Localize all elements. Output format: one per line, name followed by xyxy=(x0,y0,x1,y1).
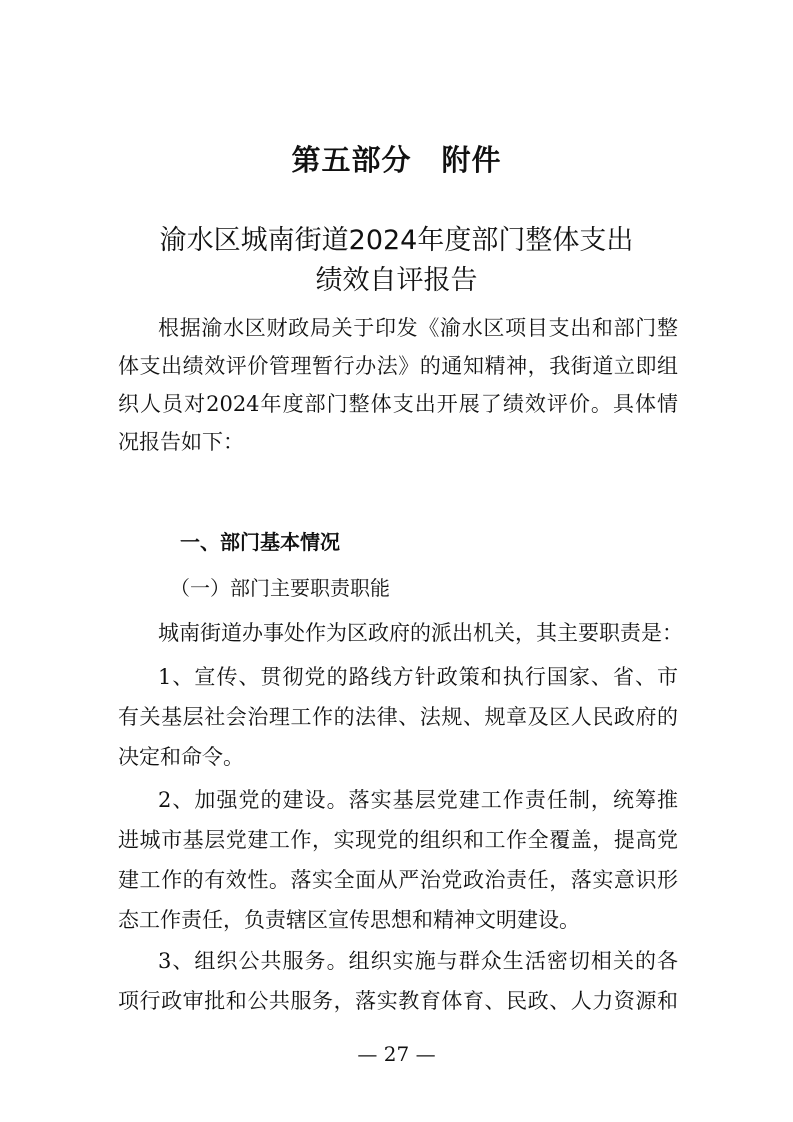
intro-line-4: 况报告如下： xyxy=(118,430,244,454)
section-heading: 一、部门基本情况 xyxy=(180,530,340,554)
duty-2-line-2: 进城市基层党建工作，实现党的组织和工作全覆盖，提高党 xyxy=(118,828,678,852)
intro-line-2: 体支出绩效评价管理暂行办法》的通知精神，我街道立即组 xyxy=(118,354,678,378)
page-number: — 27 — xyxy=(357,1042,436,1066)
duty-3-line-1: 3、组织公共服务。组织实施与群众生活密切相关的各 xyxy=(158,949,678,973)
duty-1-line-1: 1、宣传、贯彻党的路线方针政策和执行国家、省、市 xyxy=(158,665,678,689)
duty-2-line-1: 2、加强党的建设。落实基层党建工作责任制，统筹推 xyxy=(158,788,678,812)
duties-lead: 城南街道办事处作为区政府的派出机关，其主要职责是： xyxy=(158,621,683,645)
part-title: 第五部分 附件 xyxy=(291,143,502,177)
duty-3-line-2: 项行政审批和公共服务，落实教育体育、民政、人力资源和 xyxy=(118,989,678,1013)
intro-line-3: 织人员对2024年度部门整体支出开展了绩效评价。具体情 xyxy=(118,392,678,416)
intro-line-1: 根据渝水区财政局关于印发《渝水区项目支出和部门整 xyxy=(158,316,678,340)
duty-2-line-4: 态工作责任，负责辖区宣传思想和精神文明建设。 xyxy=(118,908,580,932)
duty-1-line-2: 有关基层社会治理工作的法律、法规、规章及区人民政府的 xyxy=(118,705,678,729)
duty-1-line-3: 决定和命令。 xyxy=(118,745,244,769)
duty-2-line-3: 建工作的有效性。落实全面从严治党政治责任，落实意识形 xyxy=(118,868,678,892)
report-title-line-2: 绩效自评报告 xyxy=(315,265,478,296)
report-title-line-1: 渝水区城南街道2024年度部门整体支出 xyxy=(159,225,634,256)
subsection-heading: （一）部门主要职责职能 xyxy=(170,576,390,600)
